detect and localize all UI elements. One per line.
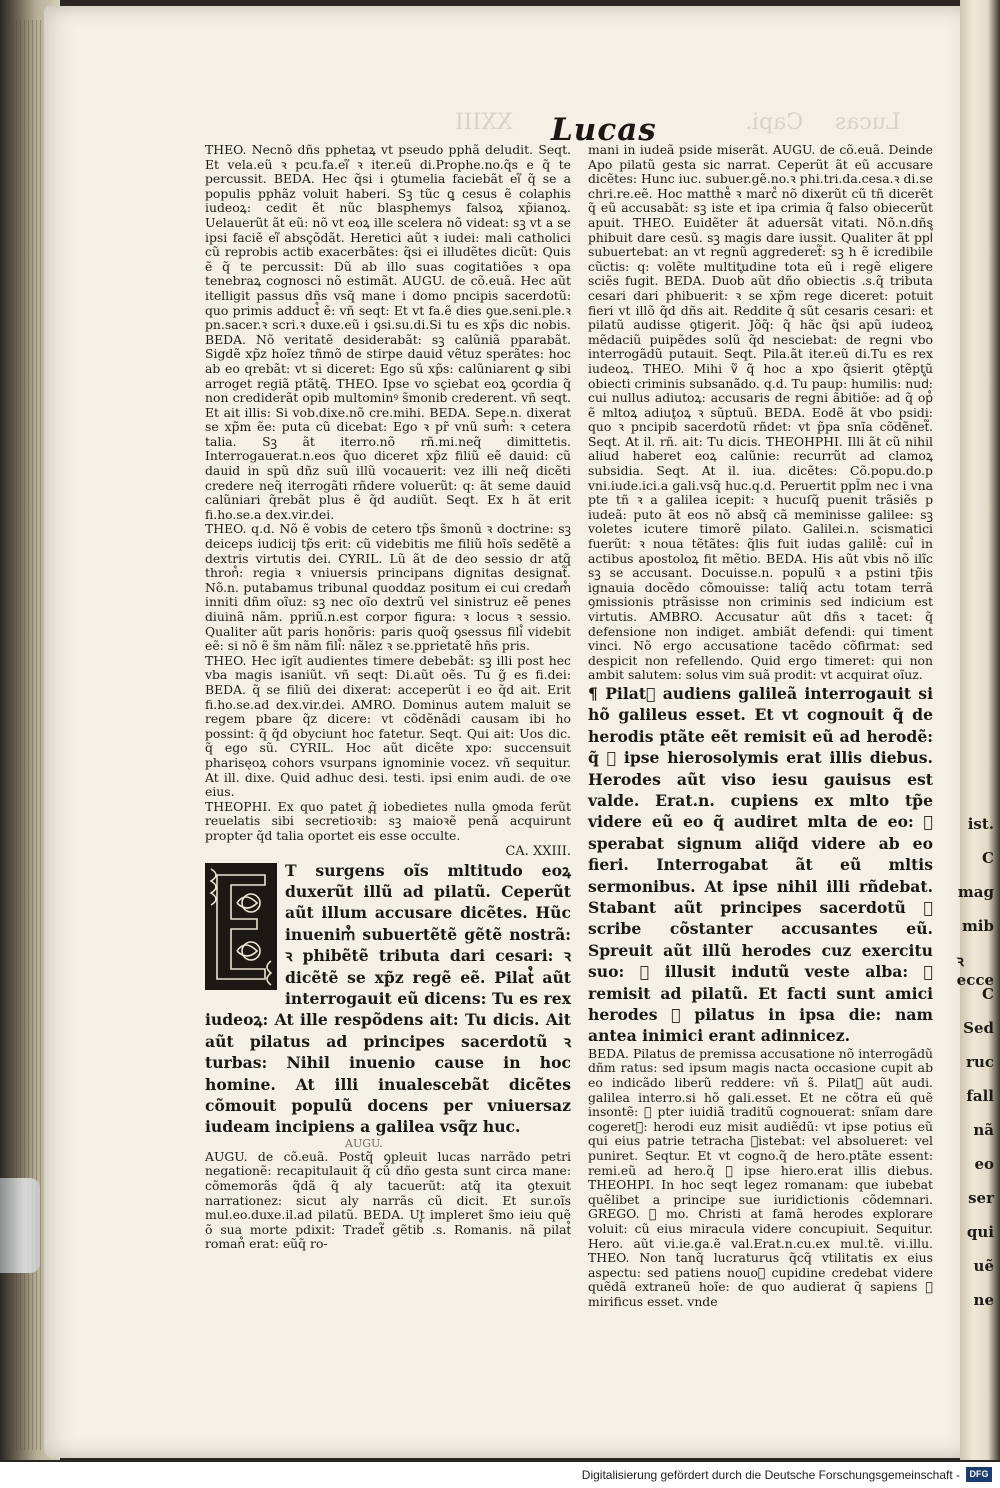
decorated-initial — [205, 863, 277, 990]
facing-page-fragment: fall — [966, 1087, 994, 1105]
bleed-through-text: Lucas — [835, 110, 901, 135]
footer-bar — [0, 1462, 1000, 1488]
facing-page-fragment: mag — [957, 883, 994, 901]
facing-page-fragment: ruc — [966, 1053, 994, 1071]
commentary-paragraph — [205, 1150, 571, 1252]
paragraph-text: ¶ Pilat᷒ audiens galileã interrogauit si hõ galileus esset. Et vt cognouit q̃ de herodis ptãte eẽt remisit eũ ad herodẽ: q̃ ꝛ ipse hierosolymis erat illis diebus. Herodes aũt viso iesu gauisus est valde. Erat.n. cupiens ex mlto tp̃e videre eũ eo q̃ audiret mlta de eo: ꝛ sperabat signum aliq̃d videre ab eo fieri. Interrogabat ãt eũ mltis sermonibus. At ipse nihil illi rñdebat. Stabant aũt principes sacerdotũ ꝛ scribe cõstanter accusantes eũ. Spreuit aũt illũ herodes cuz exercitu suo: ꝛ illusit indutũ veste alba: ꝛ remisit ad pilatũ. Et facti sunt amici herodes ꝛ pilatus in ipsa die: nam antea inimici erant adinnicez. — [588, 683, 933, 1046]
commentary-paragraph — [205, 522, 571, 653]
facing-page-edge — [956, 0, 1000, 1460]
paragraph-text: T surgens oĩs mltitudo eoꝝ duxerũt illũ ad pilatũ. Ceperũt aũt illum accusare dicẽtes. Hũc inuenim᷒ subuertẽtẽ gẽtẽ nostrã: ꝛ phibẽtẽ tributa dari cesari: ꝛ dicẽtẽ se xp̃z regẽ eẽ. Pilat᷒ aũt interrogauit eũ dicens: Tu es rex iudeoꝝ: At ille respõdens ait: Tu dicis. Ait aũt pilatus ad principes sacerdotũ ꝛ turbas: Nihil inuenio cause in hoc homine. At illi inualescebãt dicẽtes cõmouit populũ docens per vniuersaz iudeam incipiens a galilea vsq̃z huc. — [205, 860, 571, 1137]
facing-page-fragment: Sed — [963, 1019, 994, 1037]
facing-page-fragment: nã — [973, 1121, 994, 1139]
paragraph-text: mani in iudeã pside miserãt. AUGU. de cõ.euã. Deinde Apo pilatũ gesta sic narrat. Ceperũt ãt eũ accusare dicẽtes: Hunc iuc. subuer.gẽ.no.ꝛ phi.tri.da.cesa.ꝛ di.se chri.re.eẽ. Hoc matthe᷒ ꝛ marc᷒ nõ dixerũt cũ tñ dicerẽt q̃ eũ accusabãt: sꝫ iste et ipa crimia q̃ falso obiecerũt apuit. THEO. Euidẽter ãt aduersãt vitati. Nõ.n.dñs phibuit dare cesũ. sꝫ magis dare iussit. Qualiter ãt ppl᷒ subuertebat: an vt regnũ aggrederet᷑: sꝫ h ẽ icredibile cũctis: q: volẽte multitudine tota eũ i regẽ eligere sciẽs fugit. BEDA. Duob᷒ aũt dño obiectis .s.q̃ tributa cesari dari phibuerit: ꝛ se xp̃m rege diceret: potuit fieri vt illõ q̃d dñs ait. Reddite q̃ sũt cesaris cesari: et pilatũ audisse ꝯtigerit. Jõq̃: q̃ hãc q̃si apũ iudeoꝝ mẽdaciũ puipẽdes solũ q̃d nesciebat: de regni vbo interrogãdũ putauit. Seqt. Pila.ãt iter.eũ di.Tu es rex iudeoꝝ. THEO. Mihi v᷑ q̃ hoc a xpo q̃sierit ꝯtẽptũ obiecti criminis subsanãdo. q.d. Tu paup: humilis: nud᷒: cui nullus adiutoꝝ: accusaris de regni ãbitiõe: ad q̃ op᷒ ẽ mltoꝝ adiutoꝝ ꝛ sũptuũ. BEDA. Eodẽ ãt vbo psidi: quo ꝛ pncipib᷒ sacerdotũ rñdet: vt p̃pa snĩa cõdẽnet᷑. Seqt. At il. rñ. ait: Tu dicis. THEOHPHI. Illi ãt cũ nihil aliud haberet eoꝝ calũnie: recurrũt ad clamoꝝ subsidia. Seqt. At il. iua. dicẽtes: Cõ.popu.do.p vni.iude.ici.a gali.vsq̃ huc.q.d. Peruertit ppl̃m nec i vna pte tñ ꝛ a galilea icepit: ꝛ hucuſq̃ puenit trãsiẽs p iudeã: puto ãt eos nõ absq̃ cã meminisse galilee: sꝫ voletes icutere timorẽ pilato. Galilei.n. scismatici fuerũt: ꝛ noua tẽtãtes: q̃lis fuit iudas galile᷒: cui᷒ in actibus apostoloꝝ fit mẽtio. BEDA. His aũt vbis nõ ilĩc sꝫ se accusant. Docuisse.n. populũ ꝛ a pstini tp̃is ignauia docẽdo cõmouisse: taliq̃ actu totam terrã ꝯmissionis ptrãsisse non criminis sed indicium est virtutis. AMBRO. Accusatur aũt dñs ꝛ tacet: q̃ defensione non indiget. ambiãt defendi: qui timent vinci. Nõ ergo accusatione tacẽdo cõfirmat: sed despicit non refellendo. Quid ergo timeret: qui non ambit salutem: solus vim suã prodit: vt acquirat oĩuz. — [588, 142, 933, 683]
facing-page-fragment: mib — [961, 917, 994, 935]
paragraph-text: AUGU. — [345, 1136, 383, 1150]
paragraph-text: AUGU. de cõ.euã. Postq̃ ꝯpleuit lucas narrãdo petri negationẽ: recapitulauit q̃ cũ dño gesta sunt circa mane: cõmemorãs q̃dã q̃ aly tacuerũt: atq̃ ita ꝯtexuit narrationez: sicut aly narrãs cũ dicit. Et sur.oĩs mul.eo.duxe.il.ad pilatũ. BEDA. Ut impleret s̃mo ieiu quẽ õ sua morte pdixit: Tradet᷑ gẽtib᷒ .s. Romanis. nã pilat᷒ roman᷒ erat: eũq̃ ro- — [205, 1148, 571, 1252]
commentary-paragraph — [588, 143, 933, 683]
left-column — [205, 143, 571, 1252]
running-head: Lucas — [551, 112, 657, 148]
commentary-paragraph — [588, 1047, 933, 1310]
commentary-paragraph — [205, 654, 571, 800]
bleed-through-text: XXIII — [455, 110, 513, 135]
facing-page-fragment: ser — [968, 1189, 994, 1207]
facing-page-fragment: ꝛ ecce — [956, 952, 995, 989]
facing-page-fragment: eo — [974, 1155, 994, 1173]
commentary-paragraph — [205, 143, 571, 522]
facing-page-fragment: ne — [973, 1291, 994, 1309]
chapter-heading — [205, 844, 571, 860]
dfg-logo: DFG — [966, 1467, 992, 1482]
footer-credit: Digitalisierung gefördert durch die Deutsche Forschungsgemeinschaft - — [581, 1468, 960, 1482]
facing-page-fragment: ist. — [967, 815, 994, 833]
facing-page-fragment: uẽ — [973, 1257, 994, 1275]
paragraph-text: THEO. Hec igĩt audientes timere debebãt: sꝫ illi post hec vba magis isaniũt. vñ seqt: Di.aũt oẽs. Tu g̃ es fi.dei: BEDA. q̃ se filiũ dei dixerat: acceperũt i eo q̃d ait. Erit fi.ho.se.ad dex.vir.dei. AMRO. Dominus autem maluit se regem pbare q̃z dicere: vt cõdẽnãdi causam ibi ho possint: q̃ q̃d obyciunt hoc fatetur. Seqt. Qui ait: Uos dic. q̃ ego sũ. CYRIL. Hoc aũt dicẽte xpo: succensuit pharisęoꝝ cohors vsurpans ignominie vocez. vñ sequitur. At ill. dixe. Quid adhuc desi. testi. ipsi enim audi. de oꝛe eius. — [205, 652, 571, 800]
paragraph-text: THEO. Necnõ dñs pphetaꝝ vt pseudo pphã deludit. Seqt. Et vela.eũ ꝛ pcu.fa.ei᷑ ꝛ iter.eũ di.Prophe.no.q̃s e q̃ te percussit. BEDA. Hec q̃si i ꝯtumelia faciebãt ei᷑ q̃ se a populis pphãz voluit haberi. Sꝫ tũc ꝗ cesus ẽ colaphis iudeoꝝ: cedit ẽt nũc blasphemys falsoꝝ xp̃ianoꝝ. Uelauerũt ãt eũ: nõ vt eoꝝ ille scelera nõ videat: sꝫ vt a se ipsi faciẽ ei᷑ abscõdãt. Heretici aũt ꝛ iudei: mali catholici cũ reprobis actib᷒ exacerbãtes: q̃si ei illudẽtes dicũt: Quis ẽ q̃ te percussit: Dũ ab illo suas cogitatiões ꝛ opa tenebraꝝ cognosci nõ estimãt. AUGU. de cõ.euã. Hec aũt itelligit passus dñs vsq̃ mane i domo pncipis sacerdotũ: quo primis adduct᷒ ẽ: vñ seqt: Et vt fa.ẽ dies ꝯue.seni.ple.ꝛ pn.sacer.ꝛ scri.ꝛ duxe.eũ i ꝯsi.su.di.Si tu es xp̃s dic nobis. BEDA. Nõ veritatẽ desiderabãt: sꝫ calũniã pparabãt. Sigdẽ xp̃z hoĩez tñmõ de stirpe dauid vẽtuz sperãtes: hoc ab eo qrebãt: vt si diceret: Ego sũ xp̃s: calũniarent ꝙ sibi arroget regiã ptãtẽ. THEO. Ipse vo sciebat eoꝝ ꝯcordia q̃ non crediderãt opib᷒ multominꝰ s̃monib᷒ crederent. vñ seqt. Et ait illis: Si vob.dixe.nõ cre.mihi. BEDA. Sepe.n. dixerat se xp̃m ẽe: puta cũ dicebat: Ego ꝛ pr̃ vnũ sum᷒: ꝛ cetera talia. Sꝫ ãt iterro.nõ rñ.mi.neq̃ dimittetis. Interrogauerat.n.eos q̃uo diceret xp̃z filiũ eẽ dauid: cũ dauid in spũ dñz suũ illũ vocauerit: vez illi neq̃ dicẽti credere neq̃ iterrogãti rñdere voluerũt: q: ãt seme dauid calũniari q̃rebãt plus ẽ q̃d audiũt. Seqt. Ex h ãt erit fi.ho.se.a dex.vir.dei. — [205, 142, 571, 522]
paragraph-text: CA. XXIII. — [505, 843, 571, 859]
paragraph-text: THEO. q.d. Nõ ẽ vobis de cetero tp̃s s̃monũ ꝛ doctrine: sꝫ deiceps iudicij tp̃s erit: cũ videbitis me filiũ hoĩs sedẽtẽ a dextris virtutis dei. CYRIL. Lũ ãt de deo sessio dr atq̃ thron᷒: regia ꝛ vniuersis principans dignitas designat᷑. Nõ.n. putabamus tribunal quoddaz positum ei cui credam᷒ inniti dñm oĩuz: sꝫ nec oĩo dextrũ vel sinistruz eẽ penes diuinã nãm. ppriũ.n.est corpor figura: ꝛ locus ꝛ sessio. Qualiter aũt paris honõris: paris quoq̃ ꝯsessus fili᷒ videbit eẽ: si nõ ẽ s̃m nãm fili᷒: nãlez ꝛ se.pprietatẽ hñs pris. — [205, 521, 571, 654]
gospel-text-paragraph — [588, 683, 933, 1047]
gospel-text-paragraph — [205, 860, 571, 1138]
facing-page-fragment: C — [982, 985, 994, 1003]
paragraph-text: THEOPHI. Ex quo patet q̃ iobedietes nulla ꝯmoda ferũt reuelatis sibi secretioꝛib᷒: sꝫ maioꝛẽ penã acquirunt propter q̃d talia oportet eis esse occulte. — [205, 798, 571, 843]
facing-page-fragment: qui — [966, 1223, 994, 1241]
facing-page-fragment: C — [982, 849, 994, 867]
commentary-paragraph — [205, 800, 571, 844]
book-clip — [0, 1178, 40, 1273]
right-column — [588, 143, 933, 1310]
bleed-through-text: Capi. — [745, 110, 804, 135]
paragraph-text: BEDA. Pilatus de premissa accusatione nõ interrogãdũ dñm ratus: sed ipsum magis nacta occasione cupit ab eo indicãdo liberũ reddere: vñ s̃. Pilat᷒ aũt audi. galilea interro.si hõ gali.esset. Et ne cõtra eũ quẽ insontẽ: ꝛ pter iuidiã traditũ cognouerat: snĩam dare cogeret᷑: herodi euz misit audiẽdũ: vt ipse potius eũ qui eius patrie tetracha ꝯistebat: vel absolueret: vel puniret. Seqtur. Et vt cogno.q̃ de hero.ptãte essent: remi.eũ ad hero.q̃ ꝛ ipse hiero.erat illis diebus. THEOHPI. In hoc seqt legez romanam: que iubebat quẽlibet a principe sue iuridictionis cõdemnari. GREGO. ꝛ mo. Christi at famã herodes explorare voluit: cũ eius miracula videre concupiuit. Sequitur. Hero. aũt vi.ie.ga.ẽ val.Erat.n.cu.ex mul.tẽ. vi.illu. THEO. Non tanq̃ lucraturus q̃cq̃ vtilitatis ex eius aspectu: sed patiens nouoꝝ cupidine credebat videre quẽdã extraneũ hoĩe: de quo audierat q̃ sapiens ꝛ mirificus esset. vnde — [588, 1045, 933, 1309]
